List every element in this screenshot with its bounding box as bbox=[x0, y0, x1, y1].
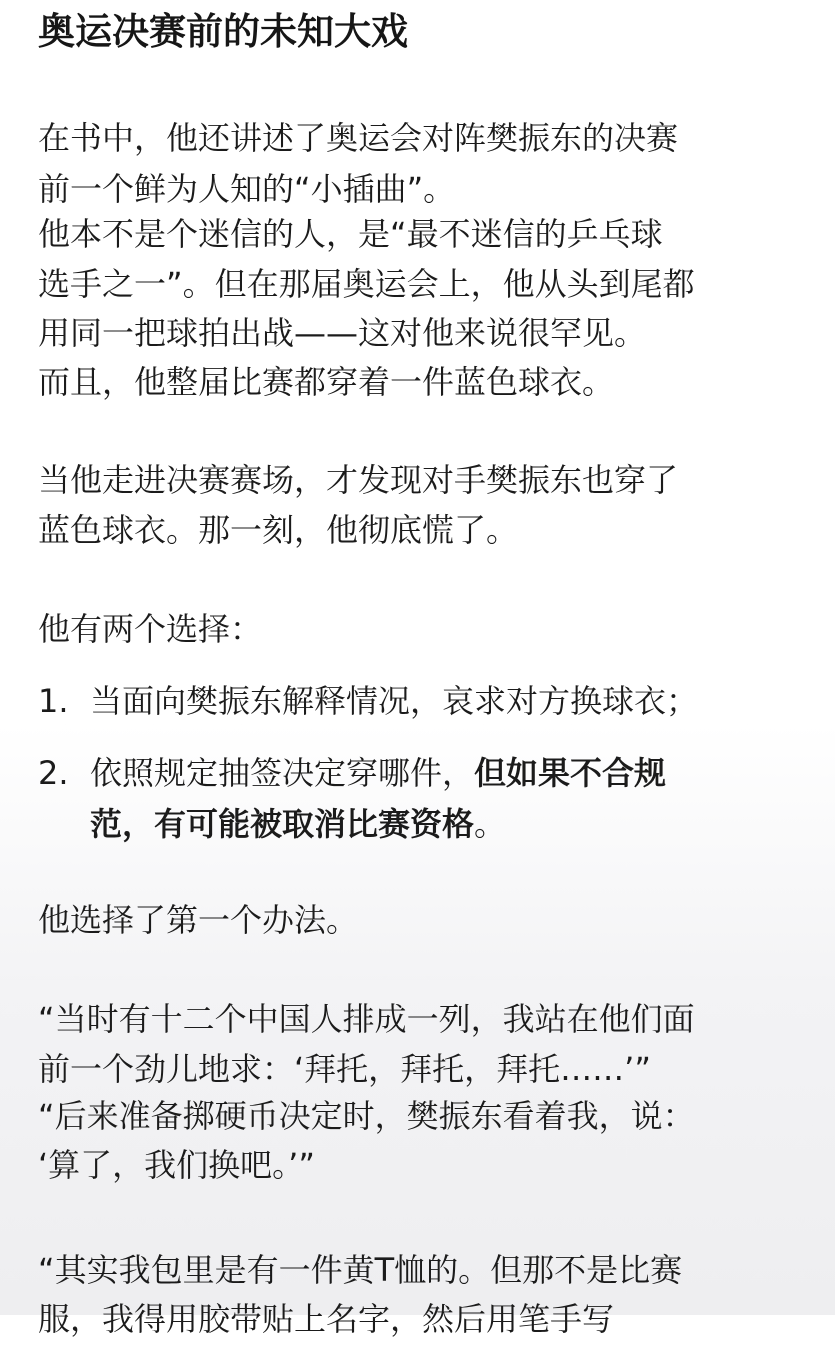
list-item bbox=[38, 676, 698, 727]
paragraph-line: 蓝色球衣。那一刻，他彻底慌了。 bbox=[38, 511, 519, 549]
list-item bbox=[38, 748, 666, 850]
list-text-bold: 但如果不合规 bbox=[474, 754, 667, 792]
paragraph-line: 前一个劲儿地求：‘拜托，拜托，拜托……’” bbox=[38, 1050, 651, 1088]
paragraph-line: 当他走进决赛赛场，才发现对手樊振东也穿了 bbox=[38, 461, 679, 499]
paragraph-line: 在书中，他还讲述了奥运会对阵樊振东的决赛 bbox=[38, 119, 679, 157]
paragraph-line: “其实我包里是有一件黄T恤的。但那不是比赛 bbox=[38, 1251, 683, 1289]
paragraph-line: 而且，他整届比赛都穿着一件蓝色球衣。 bbox=[38, 363, 615, 401]
list-text-continuation bbox=[38, 799, 666, 850]
list-number: 1. bbox=[38, 682, 69, 720]
paragraph-line: 他有两个选择： bbox=[38, 610, 263, 648]
list-text-bold: 范，有可能被取消比赛资格 bbox=[90, 805, 475, 843]
paragraph-line: 前一个鲜为人知的“小插曲”。 bbox=[38, 170, 456, 208]
paragraph-line: 他选择了第一个办法。 bbox=[38, 901, 359, 939]
list-text: 当面向樊振东解释情况，哀求对方换球衣； bbox=[90, 682, 699, 720]
paragraph-line: “后来准备掷硬币决定时，樊振东看着我，说： bbox=[38, 1097, 695, 1135]
paragraph-line: 选手之一”。但在那届奥运会上，他从头到尾都 bbox=[38, 265, 695, 303]
paragraph-line: 服，我得用胶带贴上名字，然后用笔手写 bbox=[38, 1300, 615, 1338]
paragraph-line: ‘算了，我们换吧。’” bbox=[38, 1146, 315, 1184]
paragraph-line: “当时有十二个中国人排成一列，我站在他们面 bbox=[38, 1000, 695, 1038]
article-title: 奥运决赛前的未知大戏 bbox=[38, 10, 408, 53]
list-text-end: 。 bbox=[474, 805, 507, 843]
list-text: 依照规定抽签决定穿哪件， bbox=[90, 754, 475, 792]
list-number: 2. bbox=[38, 754, 69, 792]
paragraph-line: 他本不是个迷信的人，是“最不迷信的乒乓球 bbox=[38, 215, 663, 253]
paragraph-line: 用同一把球拍出战——这对他来说很罕见。 bbox=[38, 314, 647, 352]
